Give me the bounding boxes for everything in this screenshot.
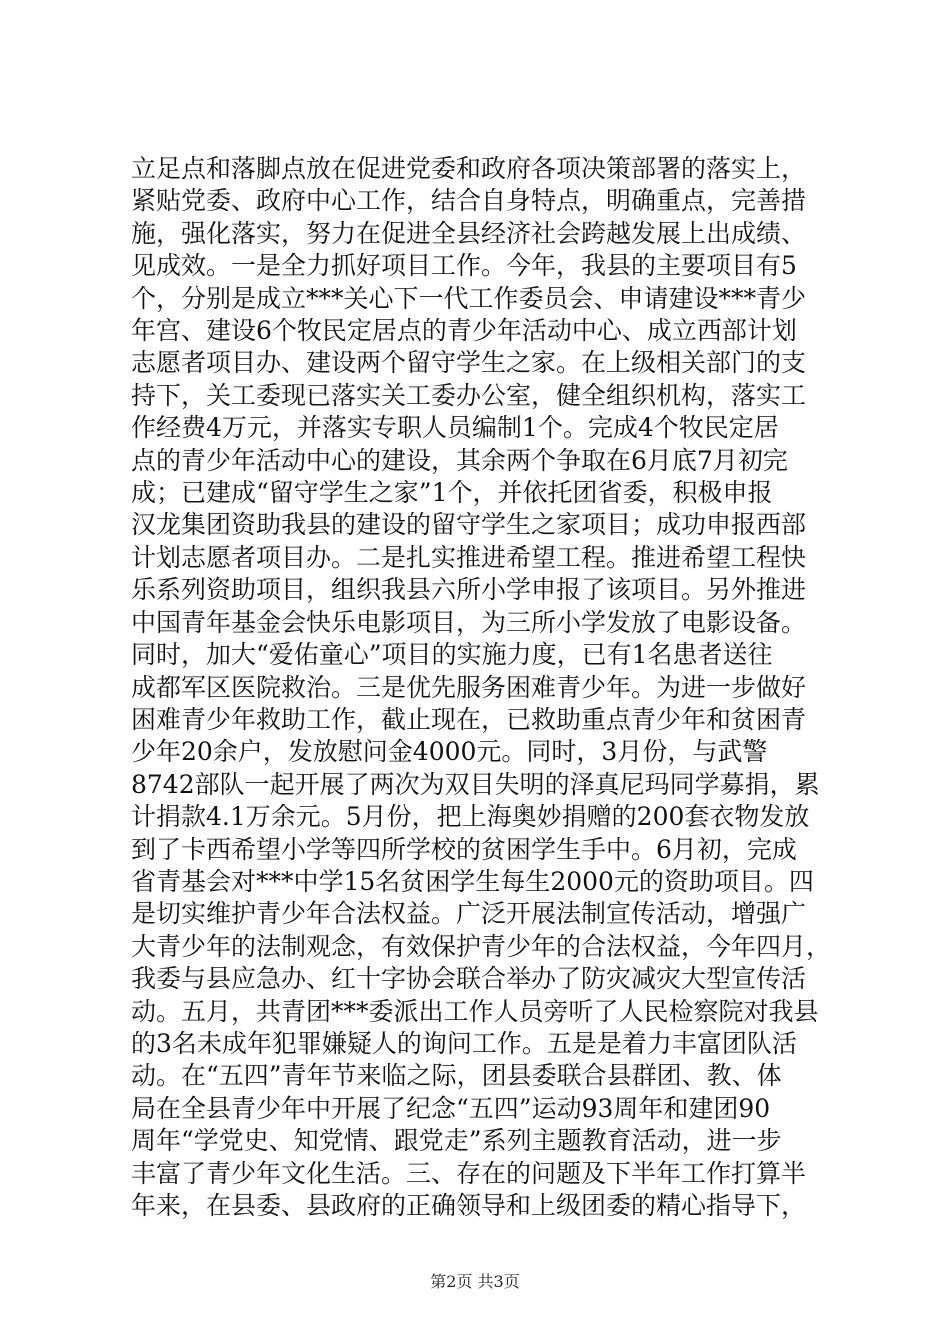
text-line: 是切实维护青少年合法权益。广泛开展法制宣传活动，增强广 xyxy=(131,899,807,929)
text-line: 年宫、建设6个牧民定居点的青少年活动中心、成立西部计划 xyxy=(131,316,797,346)
text-line: 年来，在县委、县政府的正确领导和上级团委的精心指导下， xyxy=(131,1191,807,1220)
text-line: 持下，关工委现已落实关工委办公室，健全组织机构，落实工 xyxy=(131,380,807,410)
text-line: 到了卡西希望小学等四所学校的贫困学生手中。6月初，完成 xyxy=(131,834,797,864)
text-line: 8742部队一起开展了两次为双目失明的泽真尼玛同学募捐，累 xyxy=(131,769,820,799)
text-line: 个，分别是成立***关心下一代工作委员会、申请建设***青少 xyxy=(131,283,807,313)
text-line: 作经费4万元，并落实专职人员编制1个。完成4个牧民定居 xyxy=(131,413,779,443)
page-number: 第2页 共3页 xyxy=(430,1272,520,1291)
text-line: 计划志愿者项目办。二是扎实推进希望工程。推进希望工程快 xyxy=(131,542,807,572)
text-line: 局在全县青少年中开展了纪念“五四”运动93周年和建团90 xyxy=(131,1093,771,1123)
text-line: 立足点和落脚点放在促进党委和政府各项决策部署的落实上， xyxy=(131,154,807,183)
text-line: 动。五月，共青团***委派出工作人员旁听了人民检察院对我县 xyxy=(131,996,819,1026)
text-line: 同时，加大“爱佑童心”项目的实施力度，已有1名患者送往 xyxy=(131,640,773,670)
text-line: 周年“学党史、知党情、跟党走”系列主题教育活动，进一步 xyxy=(131,1126,782,1156)
text-line: 成；已建成“留守学生之家”1个，并依托团省委，积极申报 xyxy=(131,478,773,508)
text-line: 大青少年的法制观念，有效保护青少年的合法权益，今年四月， xyxy=(131,931,832,961)
text-line: 我委与县应急办、红十字协会联合举办了防灾减灾大型宣传活 xyxy=(131,964,807,994)
text-line: 的3名未成年犯罪嫌疑人的询问工作。五是是着力丰富团队活 xyxy=(131,1028,797,1058)
text-line: 计捐款4.1万余元。5月份，把上海奥妙捐赠的200套衣物发放 xyxy=(131,802,810,832)
text-line: 少年20余户，发放慰问金4000元。同时，3月份，与武警 xyxy=(131,737,768,767)
text-line: 中国青年基金会快乐电影项目，为三所小学发放了电影设备。 xyxy=(131,607,807,637)
text-line: 动。在“五四”青年节来临之际，团县委联合县群团、教、体 xyxy=(131,1061,782,1091)
text-line: 乐系列资助项目，组织我县六所小学申报了该项目。另外推进 xyxy=(131,575,807,605)
body-text xyxy=(131,153,831,1222)
text-line: 施，强化落实，努力在促进全县经济社会跨越发展上出成绩、 xyxy=(131,218,807,248)
text-line: 志愿者项目办、建设两个留守学生之家。在上级相关部门的支 xyxy=(131,348,807,378)
text-line: 汉龙集团资助我县的建设的留守学生之家项目；成功申报西部 xyxy=(131,510,807,540)
text-line: 困难青少年救助工作，截止现在，已救助重点青少年和贫困青 xyxy=(131,704,807,734)
text-line: 紧贴党委、政府中心工作，结合自身特点，明确重点，完善措 xyxy=(131,186,807,216)
text-line: 丰富了青少年文化生活。三、存在的问题及下半年工作打算半 xyxy=(131,1158,807,1188)
page-footer xyxy=(0,1272,950,1292)
text-line: 成都军区医院救治。三是优先服务困难青少年。为进一步做好 xyxy=(131,672,807,702)
text-line: 见成效。一是全力抓好项目工作。今年，我县的主要项目有5 xyxy=(131,251,797,281)
text-line: 省青基会对***中学15名贫困学生每生2000元的资助项目。四 xyxy=(131,866,814,896)
text-line: 点的青少年活动中心的建设，其余两个争取在6月底7月初完 xyxy=(131,445,788,475)
